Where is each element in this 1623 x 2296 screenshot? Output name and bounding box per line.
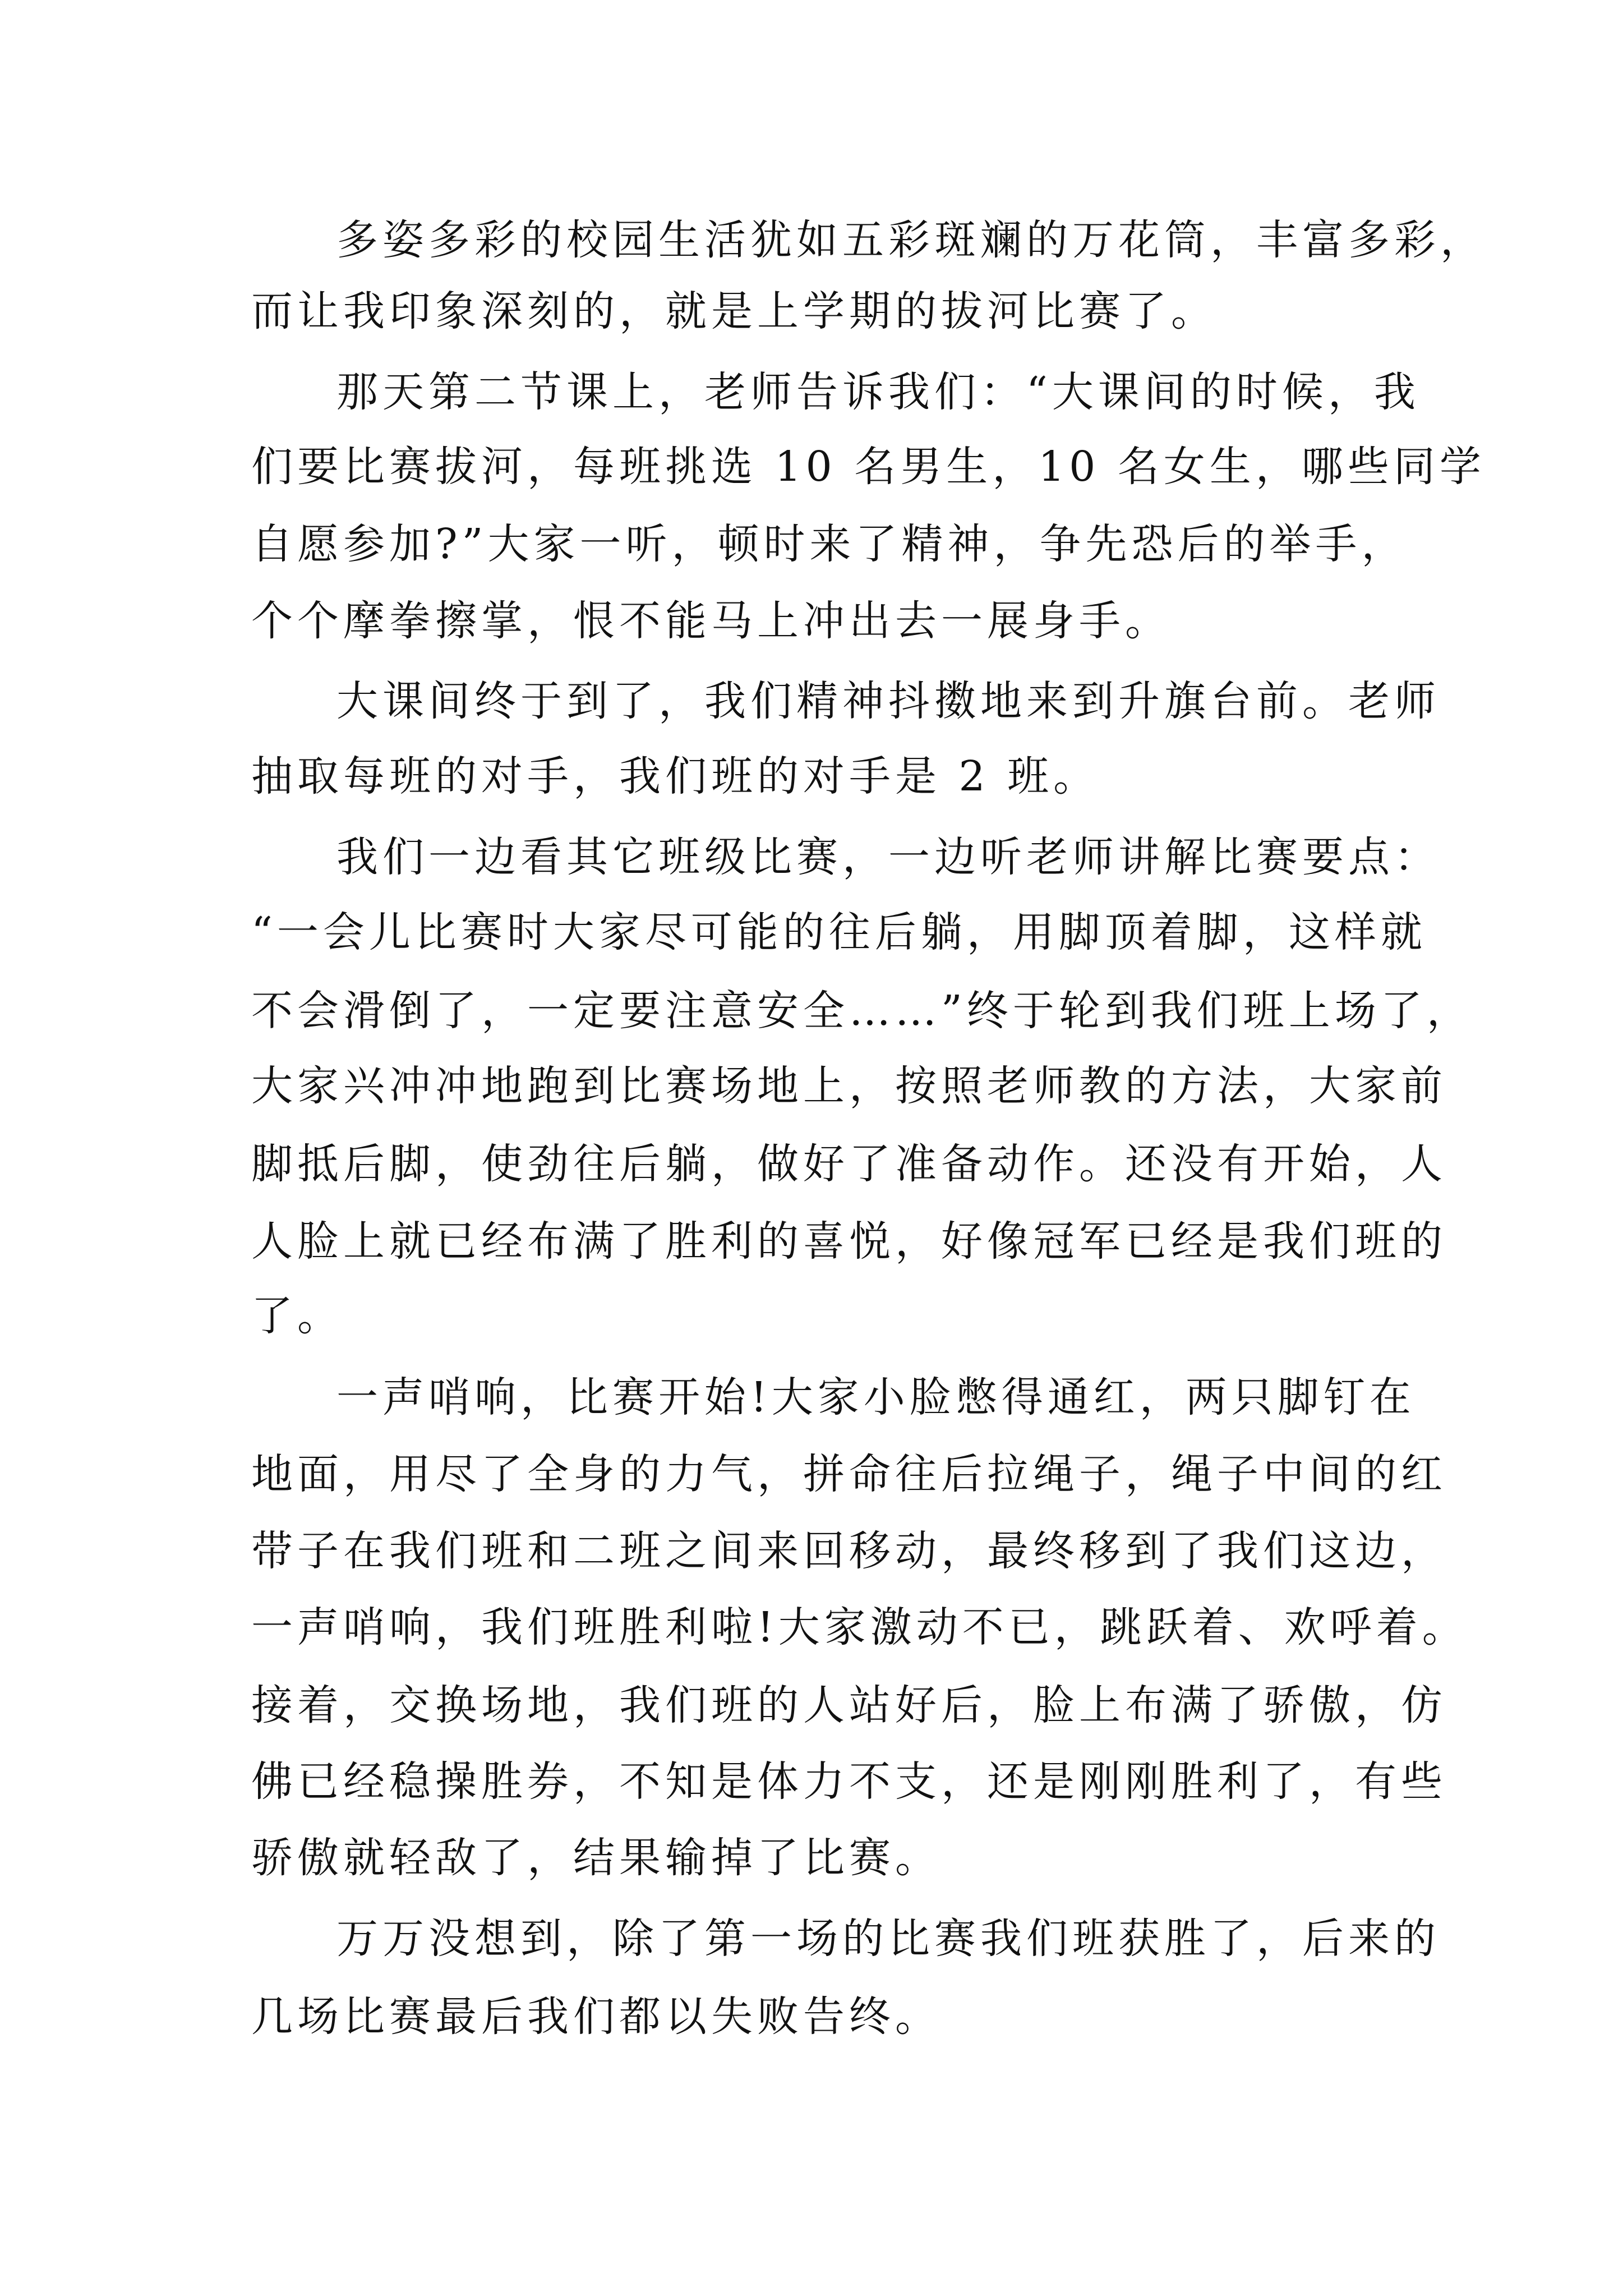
text-line: 不会滑倒了，一定要注意安全……”终于轮到我们班上场了， xyxy=(251,987,1473,1035)
text-line: 们要比赛拔河，每班挑选 10 名男生，10 名女生，哪些同学 xyxy=(251,443,1486,491)
text-line: 佛已经稳操胜券，不知是体力不支，还是刚刚胜利了，有些 xyxy=(251,1757,1447,1806)
text-line: 大课间终于到了，我们精神抖擞地来到升旗台前。老师 xyxy=(336,677,1440,725)
text-line: 那天第二节课上，老师告诉我们：“大课间的时候，我 xyxy=(336,368,1420,416)
text-line: 一声哨响，我们班胜利啦!大家激动不已，跳跃着、欢呼着。 xyxy=(251,1603,1468,1651)
text-line: 脚抵后脚，使劲往后躺，做好了准备动作。还没有开始，人 xyxy=(251,1140,1447,1188)
text-line: 而让我印象深刻的，就是上学期的拔河比赛了。 xyxy=(251,287,1217,335)
text-line: 骄傲就轻敌了，结果输掉了比赛。 xyxy=(251,1834,941,1882)
text-line: 一声哨响，比赛开始!大家小脸憋得通红，两只脚钉在 xyxy=(336,1373,1415,1421)
text-line: 万万没想到，除了第一场的比赛我们班获胜了，后来的 xyxy=(336,1915,1440,1963)
text-line: 地面，用尽了全身的力气，拼命往后拉绳子，绳子中间的红 xyxy=(251,1450,1447,1498)
text-line: “一会儿比赛时大家尽可能的往后躺，用脚顶着脚，这样就 xyxy=(251,908,1427,956)
text-line: 多姿多彩的校园生活犹如五彩斑斓的万花筒，丰富多彩， xyxy=(336,216,1486,264)
text-line: 接着，交换场地，我们班的人站好后，脸上布满了骄傲，仿 xyxy=(251,1681,1447,1729)
text-line: 带子在我们班和二班之间来回移动，最终移到了我们这边， xyxy=(251,1527,1447,1575)
text-line: 几场比赛最后我们都以失败告终。 xyxy=(251,1993,941,2041)
text-line: 大家兴冲冲地跑到比赛场地上，按照老师教的方法，大家前 xyxy=(251,1062,1447,1110)
text-line: 我们一边看其它班级比赛，一边听老师讲解比赛要点： xyxy=(336,833,1440,881)
text-line: 人脸上就已经布满了胜利的喜悦，好像冠军已经是我们班的 xyxy=(251,1217,1447,1266)
text-line: 抽取每班的对手，我们班的对手是 2 班。 xyxy=(251,752,1100,800)
text-line: 自愿参加?”大家一听，顿时来了精神，争先恐后的举手， xyxy=(251,520,1408,568)
text-line: 了。 xyxy=(251,1292,343,1340)
text-line: 个个摩拳擦掌，恨不能马上冲出去一展身手。 xyxy=(251,597,1171,645)
